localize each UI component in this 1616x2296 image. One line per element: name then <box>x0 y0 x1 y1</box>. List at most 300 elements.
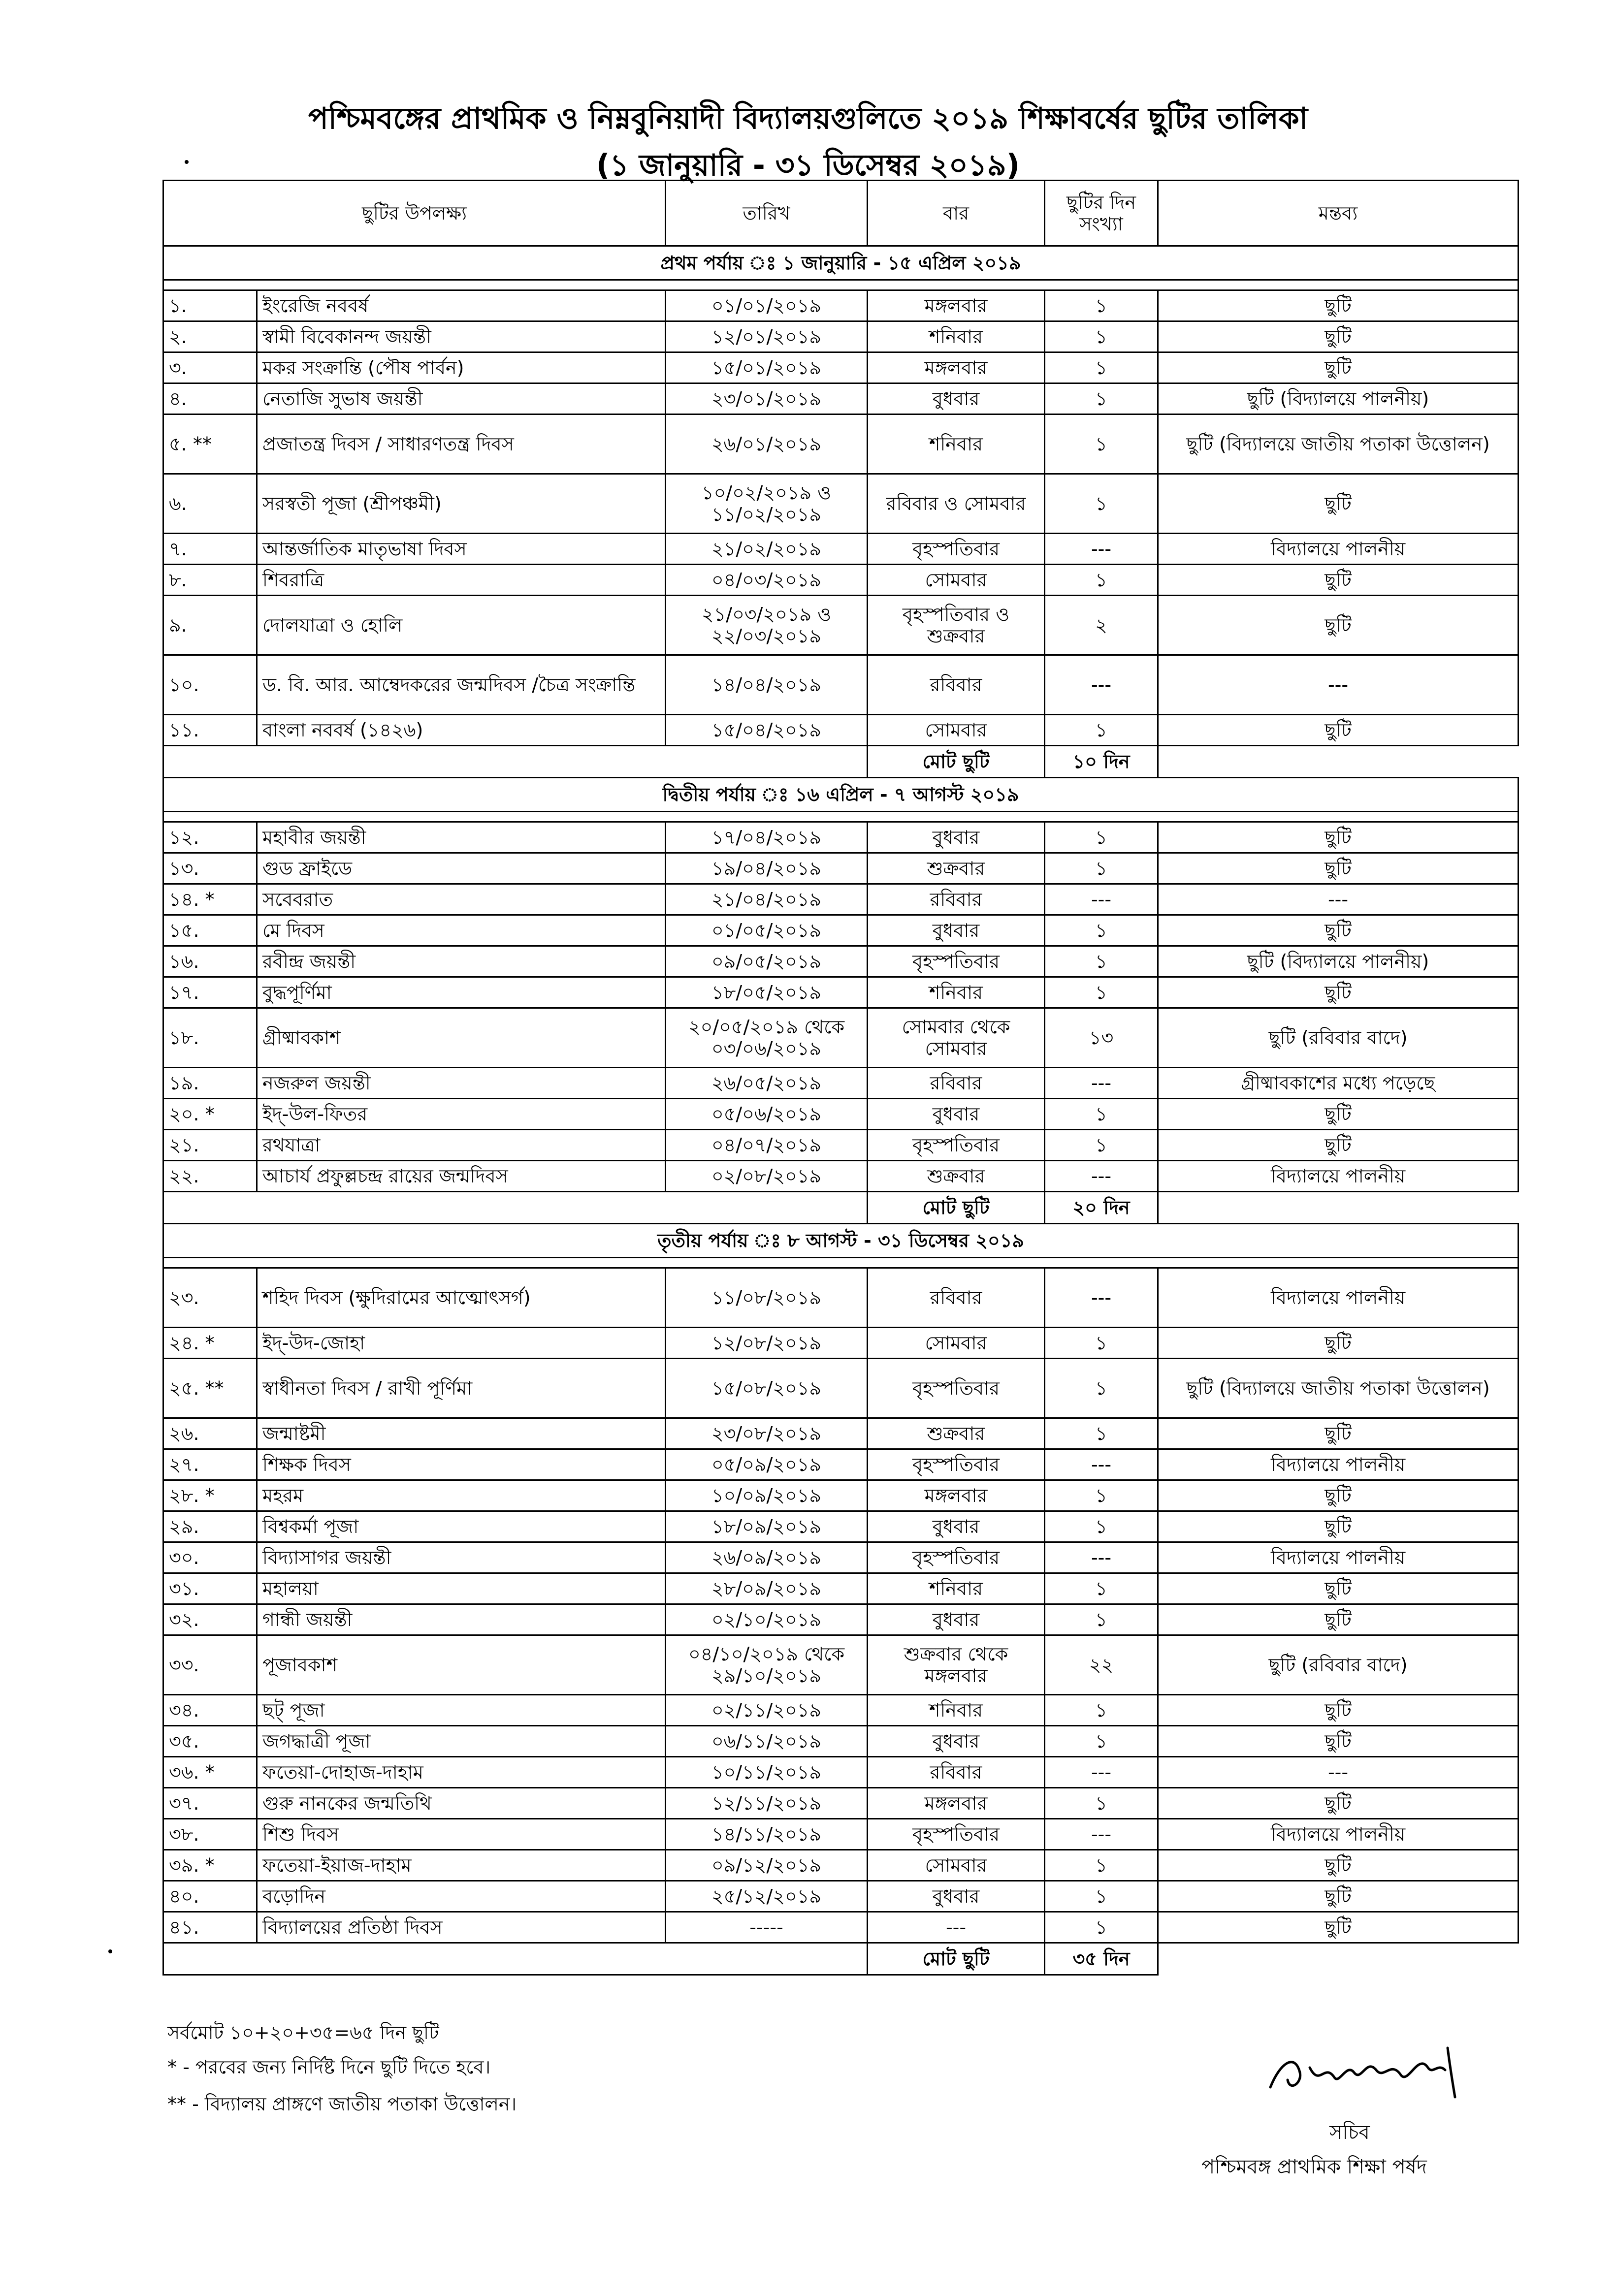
holiday-day: বুধবার <box>868 1726 1045 1757</box>
serial-number: ৮. <box>163 565 257 596</box>
serial-number: ৩২. <box>163 1604 257 1635</box>
total-value: ৩৫ দিন <box>1045 1943 1158 1975</box>
holiday-date: ২৬/০৯/২০১৯ <box>666 1542 868 1573</box>
holiday-count: ১ <box>1045 415 1158 474</box>
holiday-count: ১ <box>1045 383 1158 415</box>
holiday-date: ১৪/০৪/২০১৯ <box>666 655 868 715</box>
table-row <box>163 1449 1519 1480</box>
holiday-count: ১ <box>1045 1511 1158 1542</box>
table-row <box>163 1695 1519 1726</box>
holiday-day: শনিবার <box>868 1573 1045 1604</box>
holiday-day: মঙ্গলবার <box>868 1480 1045 1511</box>
holiday-count: --- <box>1045 1449 1158 1480</box>
holiday-count: --- <box>1045 1068 1158 1099</box>
occasion-name: বিদ্যালয়ের প্রতিষ্ঠা দিবস <box>257 1912 666 1943</box>
holiday-remark: বিদ্যালয়ে পালনীয় <box>1158 1161 1519 1192</box>
holiday-day: বুধবার <box>868 1604 1045 1635</box>
holiday-remark: ছুটি <box>1158 977 1519 1008</box>
holiday-day: রবিবার <box>868 1268 1045 1328</box>
holiday-count: ১ <box>1045 946 1158 977</box>
occasion-name: ড. বি. আর. আম্বেদকরের জন্মদিবস /চৈত্র সংক্রান্তি <box>257 655 666 715</box>
total-label: মোট ছুটি <box>868 1192 1045 1224</box>
serial-number: ১৫. <box>163 915 257 946</box>
phase-header-row <box>163 246 1519 280</box>
holiday-remark: ছুটি <box>1158 321 1519 352</box>
serial-number: ২. <box>163 321 257 352</box>
table-row <box>163 534 1519 565</box>
holiday-remark: ছুটি <box>1158 715 1519 746</box>
holiday-remark: ছুটি <box>1158 290 1519 321</box>
holiday-day: রবিবার <box>868 655 1045 715</box>
holiday-day: বুধবার <box>868 1511 1045 1542</box>
table-row <box>163 822 1519 853</box>
holiday-day: সোমবার <box>868 1328 1045 1359</box>
table-row <box>163 1480 1519 1511</box>
holiday-count: ১ <box>1045 290 1158 321</box>
holiday-remark: বিদ্যালয়ে পালনীয় <box>1158 1819 1519 1850</box>
table-row <box>163 1635 1519 1695</box>
table-row <box>163 1268 1519 1328</box>
holiday-date: ২৩/০১/২০১৯ <box>666 383 868 415</box>
holiday-remark: ছুটি (বিদ্যালয়ে জাতীয় পতাকা উত্তোলন) <box>1158 1359 1519 1418</box>
holiday-day: সোমবার <box>868 715 1045 746</box>
table-row <box>163 1881 1519 1912</box>
occasion-name: গুরু নানকের জন্মতিথি <box>257 1788 666 1819</box>
serial-number: ১১. <box>163 715 257 746</box>
serial-number: ২৭. <box>163 1449 257 1480</box>
occasion-name: বাংলা নববর্ষ (১৪২৬) <box>257 715 666 746</box>
occasion-name: গান্ধী জয়ন্তী <box>257 1604 666 1635</box>
occasion-name: স্বাধীনতা দিবস / রাখী পূর্ণিমা <box>257 1359 666 1418</box>
table-row <box>163 383 1519 415</box>
table-row <box>163 596 1519 655</box>
holiday-date: ১৯/০৪/২০১৯ <box>666 853 868 884</box>
holiday-remark: ছুটি <box>1158 1573 1519 1604</box>
table-row <box>163 290 1519 321</box>
table-row <box>163 1726 1519 1757</box>
holiday-date: ২৮/০৯/২০১৯ <box>666 1573 868 1604</box>
occasion-name: নেতাজি সুভাষ জয়ন্তী <box>257 383 666 415</box>
holiday-day: বুধবার <box>868 822 1045 853</box>
holiday-count: ১ <box>1045 1604 1158 1635</box>
table-row <box>163 1757 1519 1788</box>
serial-number: ৬. <box>163 474 257 534</box>
holiday-remark: ছুটি <box>1158 1130 1519 1161</box>
holiday-day: সোমবার <box>868 1850 1045 1881</box>
occasion-name: বিশ্বকর্মা পূজা <box>257 1511 666 1542</box>
occasion-name: জগদ্ধাত্রী পূজা <box>257 1726 666 1757</box>
serial-number: ২৫. ** <box>163 1359 257 1418</box>
occasion-name: আচার্য প্রফুল্লচন্দ্র রায়ের জন্মদিবস <box>257 1161 666 1192</box>
holiday-count: ১৩ <box>1045 1008 1158 1068</box>
serial-number: ৩৫. <box>163 1726 257 1757</box>
serial-number: ১২. <box>163 822 257 853</box>
table-row <box>163 1573 1519 1604</box>
serial-number: ৩৭. <box>163 1788 257 1819</box>
phase-header-row <box>163 778 1519 812</box>
holiday-date: ২৫/১২/২০১৯ <box>666 1881 868 1912</box>
occasion-name: বিদ্যাসাগর জয়ন্তী <box>257 1542 666 1573</box>
holiday-remark: ছুটি <box>1158 853 1519 884</box>
serial-number: ৩. <box>163 352 257 383</box>
holiday-remark: ছুটি <box>1158 1418 1519 1449</box>
occasion-name: স্বামী বিবেকানন্দ জয়ন্তী <box>257 321 666 352</box>
table-row <box>163 884 1519 915</box>
occasion-name: বড়োদিন <box>257 1881 666 1912</box>
holiday-date: ১১/০৮/২০১৯ <box>666 1268 868 1328</box>
total-blank <box>1158 1943 1519 1975</box>
holiday-date: ১৪/১১/২০১৯ <box>666 1819 868 1850</box>
holiday-count: --- <box>1045 884 1158 915</box>
serial-number: ৪১. <box>163 1912 257 1943</box>
signatory-organization: পশ্চিমবঙ্গ প্রাথমিক শিক্ষা পর্ষদ <box>1201 2156 1427 2178</box>
total-value: ২০ দিন <box>1045 1192 1158 1224</box>
holiday-day: বুধবার <box>868 1099 1045 1130</box>
table-row <box>163 1068 1519 1099</box>
holiday-day: শুক্রবার থেকে মঙ্গলবার <box>868 1635 1045 1695</box>
occasion-name: নজরুল জয়ন্তী <box>257 1068 666 1099</box>
holiday-count: ১ <box>1045 1328 1158 1359</box>
occasion-name: গুড ফ্রাইডে <box>257 853 666 884</box>
serial-number: ৫. ** <box>163 415 257 474</box>
phase-spacer <box>163 280 1519 290</box>
holiday-date: ১৫/০৮/২০১৯ <box>666 1359 868 1418</box>
holiday-date: ০৪/০৩/২০১৯ <box>666 565 868 596</box>
total-spacer <box>163 1192 868 1224</box>
table-row <box>163 977 1519 1008</box>
holiday-day: শুক্রবার <box>868 1418 1045 1449</box>
holiday-day: বৃহস্পতিবার <box>868 1542 1045 1573</box>
holiday-remark: --- <box>1158 655 1519 715</box>
serial-number: ১৪. * <box>163 884 257 915</box>
table-row <box>163 853 1519 884</box>
serial-number: ৩৩. <box>163 1635 257 1695</box>
table-row <box>163 946 1519 977</box>
occasion-name: শহিদ দিবস (ক্ষুদিরামের আত্মোৎসর্গ) <box>257 1268 666 1328</box>
table-row <box>163 1359 1519 1418</box>
holiday-date: ২৬/০১/২০১৯ <box>666 415 868 474</box>
table-row <box>163 1850 1519 1881</box>
occasion-name: পূজাবকাশ <box>257 1635 666 1695</box>
holiday-date: ২১/০৩/২০১৯ ও ২২/০৩/২০১৯ <box>666 596 868 655</box>
table-row <box>163 1008 1519 1068</box>
holiday-count: ১ <box>1045 977 1158 1008</box>
holiday-day: সোমবার <box>868 565 1045 596</box>
occasion-name: রথযাত্রা <box>257 1130 666 1161</box>
holiday-date: ২৩/০৮/২০১৯ <box>666 1418 868 1449</box>
holiday-date: ০২/১১/২০১৯ <box>666 1695 868 1726</box>
signature-image <box>1260 2033 1472 2107</box>
holiday-count: ১ <box>1045 1573 1158 1604</box>
serial-number: ৪০. <box>163 1881 257 1912</box>
holiday-date: ০৯/০৫/২০১৯ <box>666 946 868 977</box>
holiday-date: ১৮/০৫/২০১৯ <box>666 977 868 1008</box>
holiday-count: ১ <box>1045 715 1158 746</box>
occasion-name: মহরম <box>257 1480 666 1511</box>
serial-number: ২৮. * <box>163 1480 257 1511</box>
holiday-remark: --- <box>1158 884 1519 915</box>
holiday-day: বৃহস্পতিবার ও শুক্রবার <box>868 596 1045 655</box>
holiday-date: ১২/১১/২০১৯ <box>666 1788 868 1819</box>
table-row <box>163 655 1519 715</box>
holiday-day: রবিবার ও সোমবার <box>868 474 1045 534</box>
serial-number: ২০. * <box>163 1099 257 1130</box>
table-row <box>163 1161 1519 1192</box>
document-title: পশ্চিমবঙ্গের প্রাথমিক ও নিম্নবুনিয়াদী বিদ্যালয়গুলিতে ২০১৯ শিক্ষাবর্ষের ছুটির তালিকা <box>308 101 1308 136</box>
holiday-remark: ছুটি <box>1158 1912 1519 1943</box>
holiday-remark: ছুটি <box>1158 1480 1519 1511</box>
serial-number: ৩৪. <box>163 1695 257 1726</box>
holiday-count: ১ <box>1045 1912 1158 1943</box>
header-remark: মন্তব্য <box>1158 181 1519 246</box>
serial-number: ২৪. * <box>163 1328 257 1359</box>
holiday-day: বুধবার <box>868 383 1045 415</box>
holiday-remark: ছুটি <box>1158 596 1519 655</box>
holiday-count: ১ <box>1045 822 1158 853</box>
holiday-table <box>162 180 1519 1976</box>
holiday-count: --- <box>1045 1268 1158 1328</box>
scan-speck <box>108 1949 112 1953</box>
total-spacer <box>163 1943 868 1975</box>
holiday-count: ১ <box>1045 565 1158 596</box>
table-header-row <box>163 181 1519 246</box>
occasion-name: সবেবরাত <box>257 884 666 915</box>
phase-spacer-cell <box>163 280 1519 290</box>
phase-spacer-cell <box>163 1258 1519 1268</box>
holiday-date: ১০/০২/২০১৯ ও ১১/০২/২০১৯ <box>666 474 868 534</box>
holiday-count: ১ <box>1045 1359 1158 1418</box>
table-row <box>163 1328 1519 1359</box>
holiday-remark: ছুটি <box>1158 1099 1519 1130</box>
serial-number: ৩১. <box>163 1573 257 1604</box>
header-count: ছুটির দিন সংখ্যা <box>1045 181 1158 246</box>
holiday-day: শনিবার <box>868 1695 1045 1726</box>
table-row <box>163 565 1519 596</box>
holiday-date: ১৭/০৪/২০১৯ <box>666 822 868 853</box>
phase-title: প্রথম পর্যায় ঃ ১ জানুয়ারি - ১৫ এপ্রিল ২০১৯ <box>163 246 1519 280</box>
serial-number: ৩০. <box>163 1542 257 1573</box>
occasion-name: রবীন্দ্র জয়ন্তী <box>257 946 666 977</box>
holiday-remark: ছুটি <box>1158 1328 1519 1359</box>
table-row <box>163 1099 1519 1130</box>
holiday-count: --- <box>1045 1819 1158 1850</box>
footnote-single-star: * - পরবের জন্য নির্দিষ্ট দিনে ছুটি দিতে হবে। <box>167 2056 491 2078</box>
holiday-day: সোমবার থেকে সোমবার <box>868 1008 1045 1068</box>
serial-number: ২৩. <box>163 1268 257 1328</box>
serial-number: ২১. <box>163 1130 257 1161</box>
holiday-date: ০১/০৫/২০১৯ <box>666 915 868 946</box>
holiday-remark: ছুটি <box>1158 822 1519 853</box>
occasion-name: ইংরেজি নববর্ষ <box>257 290 666 321</box>
table-row <box>163 1788 1519 1819</box>
holiday-date: ০৪/১০/২০১৯ থেকে ২৯/১০/২০১৯ <box>666 1635 868 1695</box>
table-row <box>163 352 1519 383</box>
table-row <box>163 915 1519 946</box>
serial-number: ৩৯. * <box>163 1850 257 1881</box>
holiday-remark: ছুটি <box>1158 1788 1519 1819</box>
holiday-day: বুধবার <box>868 1881 1045 1912</box>
table-row <box>163 1819 1519 1850</box>
total-value: ১০ দিন <box>1045 746 1158 778</box>
table-row <box>163 474 1519 534</box>
holiday-remark: ছুটি <box>1158 915 1519 946</box>
occasion-name: মে দিবস <box>257 915 666 946</box>
serial-number: ১৬. <box>163 946 257 977</box>
holiday-date: ১৫/০১/২০১৯ <box>666 352 868 383</box>
header-day: বার <box>868 181 1045 246</box>
holiday-date: ১২/০১/২০১৯ <box>666 321 868 352</box>
occasion-name: আন্তর্জাতিক মাতৃভাষা দিবস <box>257 534 666 565</box>
holiday-count: ১ <box>1045 853 1158 884</box>
holiday-count: ১ <box>1045 1130 1158 1161</box>
table-row <box>163 1418 1519 1449</box>
scan-speck <box>185 160 189 164</box>
serial-number: ১. <box>163 290 257 321</box>
holiday-remark: ছুটি <box>1158 1881 1519 1912</box>
holiday-count: ২২ <box>1045 1635 1158 1695</box>
holiday-remark: গ্রীষ্মাবকাশের মধ্যে পড়েছে <box>1158 1068 1519 1099</box>
phase-total-row <box>163 1192 1519 1224</box>
holiday-date: ০৫/০৯/২০১৯ <box>666 1449 868 1480</box>
holiday-day: শনিবার <box>868 321 1045 352</box>
holiday-day: শুক্রবার <box>868 1161 1045 1192</box>
holiday-day: বৃহস্পতিবার <box>868 946 1045 977</box>
holiday-day: রবিবার <box>868 1068 1045 1099</box>
table-row <box>163 1511 1519 1542</box>
serial-number: ১৮. <box>163 1008 257 1068</box>
holiday-count: --- <box>1045 1757 1158 1788</box>
holiday-count: ১ <box>1045 1850 1158 1881</box>
holiday-date: ----- <box>666 1912 868 1943</box>
phase-spacer <box>163 1258 1519 1268</box>
holiday-date: ২১/০৪/২০১৯ <box>666 884 868 915</box>
serial-number: ৩৮. <box>163 1819 257 1850</box>
holiday-remark: ছুটি (বিদ্যালয়ে জাতীয় পতাকা উত্তোলন) <box>1158 415 1519 474</box>
holiday-remark: বিদ্যালয়ে পালনীয় <box>1158 1542 1519 1573</box>
holiday-remark: ছুটি (বিদ্যালয়ে পালনীয়) <box>1158 946 1519 977</box>
occasion-name: জন্মাষ্টমী <box>257 1418 666 1449</box>
holiday-date: ০৫/০৬/২০১৯ <box>666 1099 868 1130</box>
holiday-remark: ছুটি (রবিবার বাদে) <box>1158 1635 1519 1695</box>
holiday-count: ১ <box>1045 474 1158 534</box>
holiday-date: ০১/০১/২০১৯ <box>666 290 868 321</box>
occasion-name: গ্রীষ্মাবকাশ <box>257 1008 666 1068</box>
holiday-day: বৃহস্পতিবার <box>868 1359 1045 1418</box>
header-date: তারিখ <box>666 181 868 246</box>
holiday-remark: ছুটি <box>1158 352 1519 383</box>
occasion-name: মকর সংক্রান্তি (পৌষ পার্বন) <box>257 352 666 383</box>
holiday-date: ০২/০৮/২০১৯ <box>666 1161 868 1192</box>
holiday-remark: ছুটি <box>1158 1726 1519 1757</box>
holiday-remark: ছুটি <box>1158 1511 1519 1542</box>
phase-header-row <box>163 1224 1519 1258</box>
table-row <box>163 1912 1519 1943</box>
table-row <box>163 1542 1519 1573</box>
holiday-count: ১ <box>1045 1726 1158 1757</box>
document-subtitle: (১ জানুয়ারি - ৩১ ডিসেম্বর ২০১৯) <box>596 148 1020 183</box>
holiday-date: ২৬/০৫/২০১৯ <box>666 1068 868 1099</box>
holiday-count: ১ <box>1045 1099 1158 1130</box>
holiday-count: ১ <box>1045 1788 1158 1819</box>
holiday-remark: ছুটি <box>1158 1604 1519 1635</box>
phase-title: তৃতীয় পর্যায় ঃ ৮ আগস্ট - ৩১ ডিসেম্বর ২০১৯ <box>163 1224 1519 1258</box>
holiday-count: ১ <box>1045 1695 1158 1726</box>
occasion-name: ফতেয়া-ইয়াজ-দাহাম <box>257 1850 666 1881</box>
holiday-count: ১ <box>1045 1418 1158 1449</box>
holiday-date: ২০/০৫/২০১৯ থেকে ০৩/০৬/২০১৯ <box>666 1008 868 1068</box>
holiday-day: শনিবার <box>868 977 1045 1008</box>
occasion-name: ফতেয়া-দোহাজ-দাহাম <box>257 1757 666 1788</box>
table-row <box>163 321 1519 352</box>
occasion-name: শিক্ষক দিবস <box>257 1449 666 1480</box>
holiday-remark: ছুটি (রবিবার বাদে) <box>1158 1008 1519 1068</box>
phase-spacer-cell <box>163 812 1519 822</box>
occasion-name: দোলযাত্রা ও হোলি <box>257 596 666 655</box>
table-row <box>163 415 1519 474</box>
phase-total-row <box>163 746 1519 778</box>
table-row <box>163 1130 1519 1161</box>
serial-number: ১৭. <box>163 977 257 1008</box>
holiday-count: ২ <box>1045 596 1158 655</box>
holiday-date: ০২/১০/২০১৯ <box>666 1604 868 1635</box>
total-blank <box>1158 746 1519 778</box>
holiday-day: বৃহস্পতিবার <box>868 1449 1045 1480</box>
total-label: মোট ছুটি <box>868 1943 1045 1975</box>
serial-number: ২৬. <box>163 1418 257 1449</box>
serial-number: ৪. <box>163 383 257 415</box>
holiday-date: ১০/০৯/২০১৯ <box>666 1480 868 1511</box>
holiday-day: --- <box>868 1912 1045 1943</box>
holiday-day: শুক্রবার <box>868 853 1045 884</box>
holiday-remark: বিদ্যালয়ে পালনীয় <box>1158 1268 1519 1328</box>
serial-number: ১৩. <box>163 853 257 884</box>
table-body <box>163 246 1519 1975</box>
holiday-date: ১৫/০৪/২০১৯ <box>666 715 868 746</box>
holiday-date: ১২/০৮/২০১৯ <box>666 1328 868 1359</box>
holiday-date: ০৬/১১/২০১৯ <box>666 1726 868 1757</box>
holiday-date: ০৪/০৭/২০১৯ <box>666 1130 868 1161</box>
holiday-day: মঙ্গলবার <box>868 290 1045 321</box>
occasion-name: ইদ্-উদ-জোহা <box>257 1328 666 1359</box>
occasion-name: শিবরাত্রি <box>257 565 666 596</box>
serial-number: ২৯. <box>163 1511 257 1542</box>
holiday-day: বৃহস্পতিবার <box>868 1819 1045 1850</box>
signatory-designation: সচিব <box>1329 2121 1370 2144</box>
holiday-remark: ছুটি <box>1158 474 1519 534</box>
holiday-date: ০৯/১২/২০১৯ <box>666 1850 868 1881</box>
holiday-count: --- <box>1045 1161 1158 1192</box>
grand-total: সর্বমোট ১০+২০+৩৫=৬৫ দিন ছুটি <box>167 2022 439 2043</box>
serial-number: ৩৬. * <box>163 1757 257 1788</box>
holiday-date: ২১/০২/২০১৯ <box>666 534 868 565</box>
occasion-name: ছট্ পূজা <box>257 1695 666 1726</box>
occasion-name: মহালয়া <box>257 1573 666 1604</box>
header-occasion: ছুটির উপলক্ষ্য <box>163 181 666 246</box>
holiday-remark: --- <box>1158 1757 1519 1788</box>
occasion-name: সরস্বতী পূজা (শ্রীপঞ্চমী) <box>257 474 666 534</box>
occasion-name: শিশু দিবস <box>257 1819 666 1850</box>
phase-title: দ্বিতীয় পর্যায় ঃ ১৬ এপ্রিল - ৭ আগস্ট ২০১৯ <box>163 778 1519 812</box>
holiday-day: বৃহস্পতিবার <box>868 1130 1045 1161</box>
holiday-count: ১ <box>1045 352 1158 383</box>
holiday-remark: বিদ্যালয়ে পালনীয় <box>1158 1449 1519 1480</box>
holiday-remark: ছুটি <box>1158 1695 1519 1726</box>
serial-number: ৭. <box>163 534 257 565</box>
holiday-remark: বিদ্যালয়ে পালনীয় <box>1158 534 1519 565</box>
holiday-date: ১০/১১/২০১৯ <box>666 1757 868 1788</box>
table-row <box>163 1604 1519 1635</box>
occasion-name: প্রজাতন্ত্র দিবস / সাধারণতন্ত্র দিবস <box>257 415 666 474</box>
